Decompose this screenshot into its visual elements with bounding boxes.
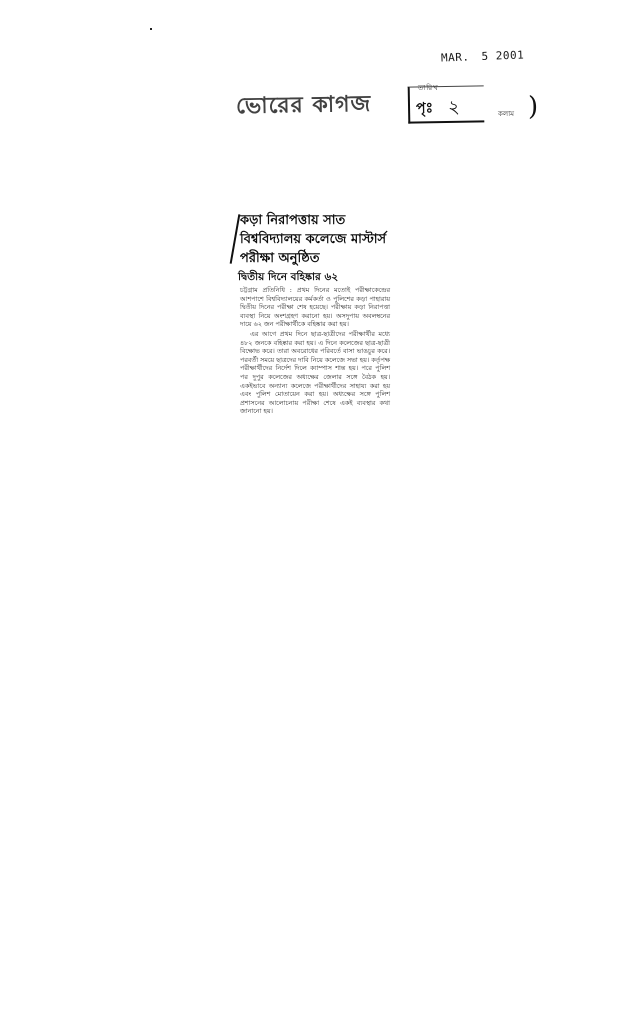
article-subhead: দ্বিতীয় দিনে বহিষ্কার ৬২: [238, 271, 339, 283]
newspaper-masthead: ভোরের কাগজ: [235, 90, 372, 120]
scan-speck: [150, 28, 152, 30]
date-stamp: [441, 49, 525, 65]
closing-paren-mark: ): [528, 92, 539, 122]
page-number-box: [408, 85, 485, 123]
article-paragraph-1: চট্টগ্রাম প্রতিনিধি : প্রথম দিনের মতোই পরীক্ষাকেন্দ্রের আশপাশে বিশ্ববিদ্যালয়ের কর্মকর্তা ও পুলিশের কড়া পাহারায় দ্বিতীয় দিনের পরীক্ষা শেষ হয়েছে। পরীক্ষায় কড়া নিরাপত্তা ব্যবস্থা নিয়ে অংশগ্রহণ করানো হয়। অসদুপায় অবলম্বনের দায়ে ৬২ জন পরীক্ষার্থীকে বহিষ্কার করা হয়।: [240, 286, 390, 329]
page-label: পৃঃ: [415, 100, 434, 117]
article-headline-line-1: কড়া নিরাপত্তায় সাত: [240, 213, 346, 228]
article-paragraph-2: এর আগে প্রথম দিনে ছাত্র-ছাত্রীদের পরীক্ষার্থীর মধ্যে ৪৮২ জনকে বহিষ্কার করা হয়। এ দিনে কলেজের ছাত্র-ছাত্রী বিক্ষোভ করে। তারা অবরোধের পরিবর্তে বাসা ভাঙচুর করে। পরবর্তী সময়ে ছাত্রদের দাবি নিয়ে কলেজে সভা হয়। কর্তৃপক্ষ পরীক্ষার্থীদের নির্দেশ দিলে ক্যাম্পাস শান্ত হয়। পরে পুলিশ পর দুপুর কলেজের অধ্যক্ষের জেলার সঙ্গে বৈঠক হয়। একইভাবে অন্যান্য কলেজে পরীক্ষার্থীদের সাহায্য করা হয় এবং পুলিশ মোতায়েন করা হয়। অধ্যক্ষের সঙ্গে পুলিশ প্রশাসনের আলোচনায় পরীক্ষা শেষে একই ব্যবস্থার কথা জানানো হয়।: [240, 329, 390, 416]
stamp-day-year: 5 2001: [481, 48, 525, 64]
stamp-month: MAR.: [440, 50, 470, 65]
article-headline-line-3: পরীক্ষা অনুষ্ঠিত: [240, 251, 320, 266]
page-number: ২: [447, 96, 460, 118]
column-caption: কলাম: [498, 110, 515, 118]
date-box-caption: তারিখ: [418, 84, 439, 92]
article-headline-line-2: বিশ্ববিদ্যালয় কলেজে মাস্টার্স: [240, 232, 387, 247]
news-clipping: [236, 212, 392, 524]
